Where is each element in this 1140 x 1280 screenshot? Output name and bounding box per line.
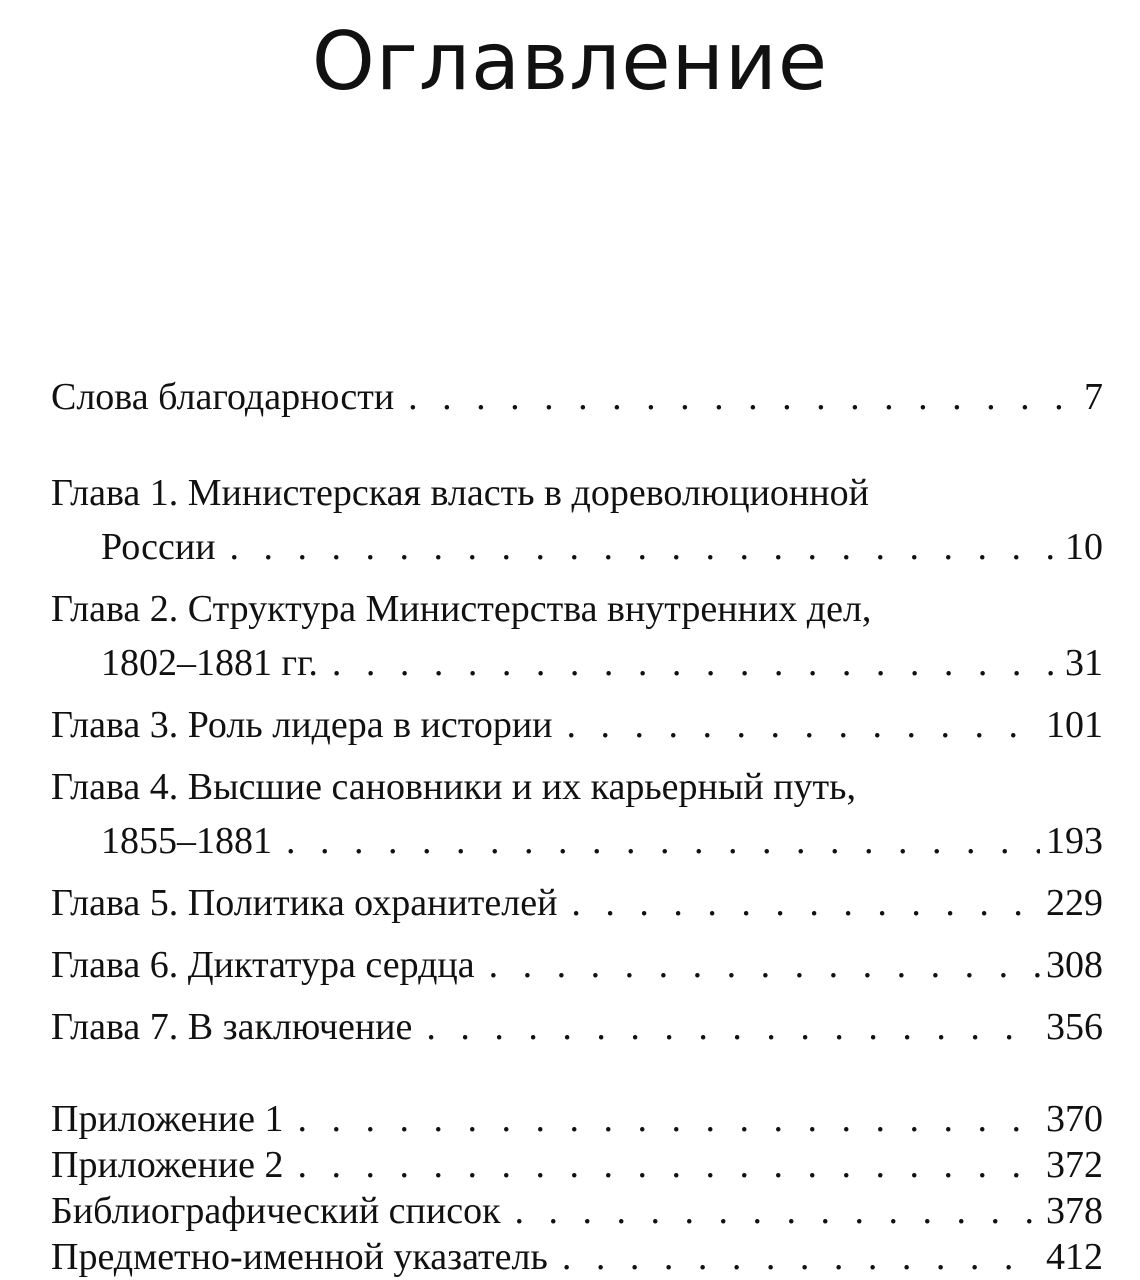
toc-page-number: 356 (1046, 1006, 1103, 1048)
toc-entry-title: Глава 2. Структура Министерства внутренних дел, (51, 588, 872, 630)
toc-entry-title: Библиографический список (51, 1190, 501, 1232)
toc-entry-title: Глава 7. В заключение (51, 1006, 413, 1048)
toc-page-number: 412 (1046, 1236, 1103, 1278)
dot-leader (297, 1096, 1040, 1142)
toc-entry-chapter-2[interactable] (51, 582, 1103, 690)
dot-leader (297, 1142, 1040, 1188)
toc-page-number: 7 (1084, 376, 1103, 418)
toc-entry-title: Глава 1. Министерская власть в дореволюционной (51, 472, 869, 514)
table-of-contents (51, 370, 1103, 1280)
dot-leader (515, 1188, 1040, 1234)
toc-page-number: 31 (1065, 642, 1103, 684)
toc-entry-appendix-1[interactable] (51, 1096, 1103, 1142)
dot-leader (562, 1234, 1040, 1280)
toc-page-number: 372 (1046, 1144, 1103, 1186)
dot-leader (571, 876, 1040, 930)
toc-entry-title: Глава 5. Политика охранителей (51, 882, 558, 924)
toc-entry-title: Приложение 2 (51, 1144, 284, 1186)
toc-entry-title-continued: 1802–1881 гг. (101, 642, 318, 684)
toc-entry-index[interactable] (51, 1234, 1103, 1280)
toc-entry-chapter-1[interactable] (51, 466, 1103, 574)
toc-page-number: 229 (1046, 882, 1103, 924)
toc-entry-chapter-4[interactable] (51, 760, 1103, 868)
dot-leader (489, 938, 1040, 992)
toc-entry-chapter-7[interactable] (51, 1000, 1103, 1054)
dot-leader (408, 370, 1077, 424)
dot-leader (286, 814, 1040, 868)
toc-entry-title: Приложение 1 (51, 1098, 284, 1140)
toc-page-number: 10 (1065, 526, 1103, 568)
toc-page-number: 193 (1046, 820, 1103, 862)
dot-leader (230, 520, 1059, 574)
toc-page-number: 370 (1046, 1098, 1103, 1140)
toc-entry-title: Глава 6. Диктатура сердца (51, 944, 475, 986)
toc-page-number: 378 (1046, 1190, 1103, 1232)
toc-entry-acknowledgements[interactable] (51, 370, 1103, 424)
page-title: Оглавление (311, 15, 829, 108)
toc-page-number: 101 (1046, 704, 1103, 746)
dot-leader (426, 1000, 1040, 1054)
toc-entry-chapter-5[interactable] (51, 876, 1103, 930)
toc-page-number: 308 (1046, 944, 1103, 986)
toc-entry-title: Предметно-именной указатель (51, 1236, 548, 1278)
toc-entry-chapter-6[interactable] (51, 938, 1103, 992)
dot-leader (332, 636, 1059, 690)
toc-entry-title: Глава 3. Роль лидера в истории (51, 704, 553, 746)
dot-leader (567, 698, 1040, 752)
toc-entry-title: Глава 4. Высшие сановники и их карьерный путь, (51, 766, 856, 808)
toc-entry-appendix-2[interactable] (51, 1142, 1103, 1188)
toc-entry-chapter-3[interactable] (51, 698, 1103, 752)
toc-entry-title-continued: России (101, 526, 216, 568)
toc-entry-title-continued: 1855–1881 (101, 820, 272, 862)
toc-entry-bibliography[interactable] (51, 1188, 1103, 1234)
toc-entry-title: Слова благодарности (51, 376, 395, 418)
